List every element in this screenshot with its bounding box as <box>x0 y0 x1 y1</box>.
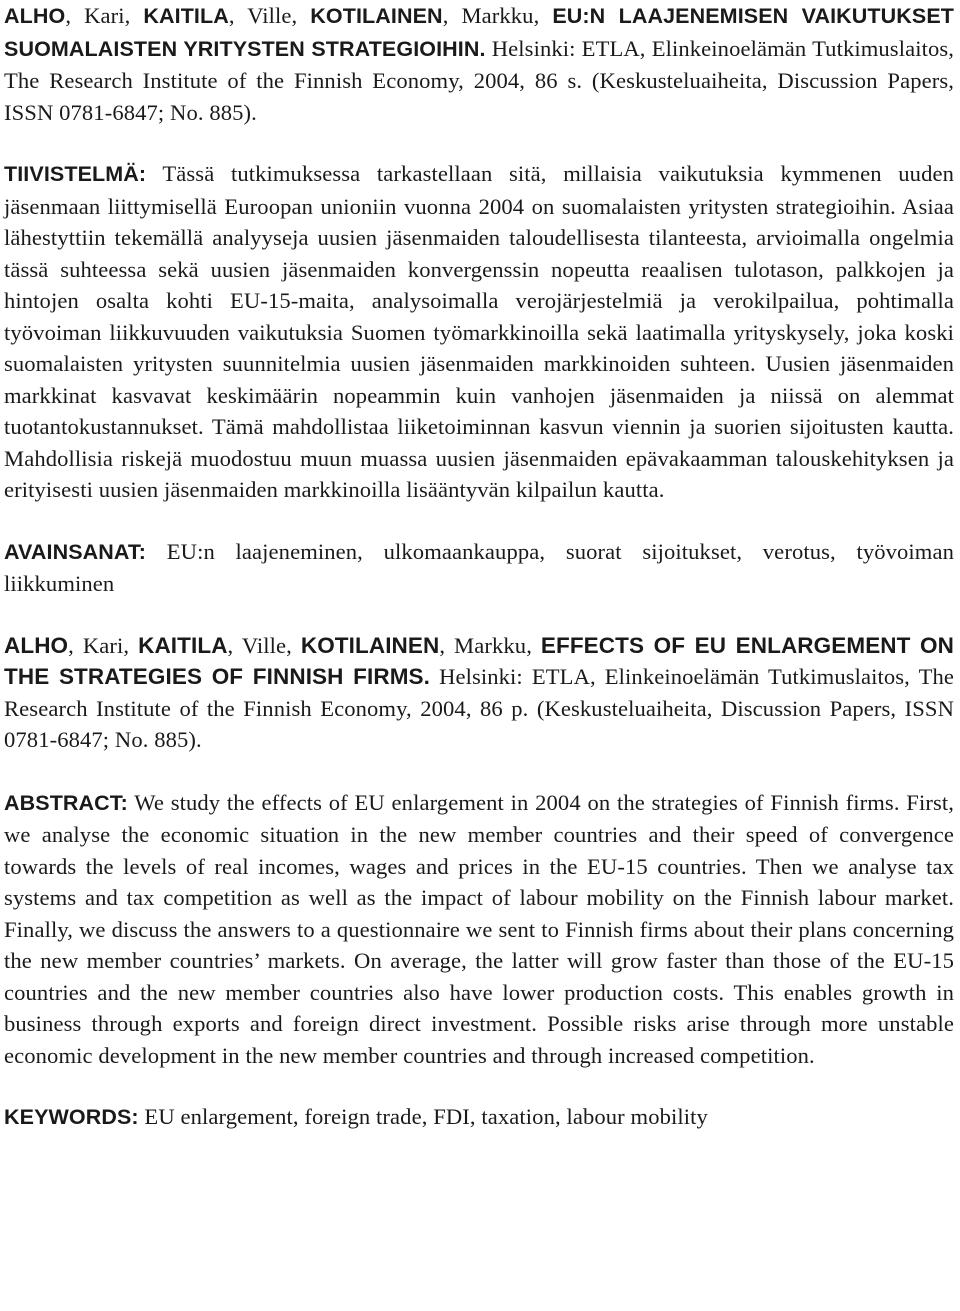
abstract-text: Tässä tutkimuksessa tarkastellaan sitä, millaisia vaikutuksia kymmenen uuden jäsenmaan liittymisellä Euroopan unioniin vuonna 2004 on suomalaisten yritysten strategioihin. Asiaa lähestyttiin tekemällä analyyseja uusien jäsenmaiden taloudellisesta tilanteesta, arvioimalla ongelmia tässä suhteessa sekä uusien jäsenmaiden konvergenssin nopeutta reaalisen tulotason, palkkojen ja hintojen osalta kohti EU-15-maita, analysoimalla verojärjestelmiä ja verokilpailua, pohtimalla työvoiman liikkuvuuden vaikutuksia Suomen työmarkkinoilla sekä laatimalla yrityskysely, joka koski suomalaisten yritysten suunnitelmia uusien jäsenmaiden markkinoiden suhteen. Uusien jäsenmaiden markkinat kasvavat keskimäärin nopeammin kuin vanhojen jäsenmaiden ja niissä on alemmat tuotantokustannukset. Tämä mahdollistaa liiketoiminnan kasvun viennin ja suorien sijoitusten kautta. Mahdollisia riskejä muodostuu muun muassa uusien jäsenmaiden epävakaamman talouskehityksen ja erityisesti uusien jäsenmaiden markkinoilla lisääntyvän kilpailun kautta. <box>4 161 954 502</box>
abstract-label: ABSTRACT: <box>4 790 128 815</box>
author-surname: KAITILA <box>143 4 229 28</box>
author-surname: KAITILA <box>138 632 228 658</box>
author-surname: KOTILAINEN <box>300 632 440 658</box>
publication-title: EU:N LAAJENEMISEN VAIKUTUKSET SUOMALAISTEN YRITYSTEN STRATEGIOIHIN. <box>4 4 954 61</box>
publication-title: EFFECTS OF EU ENLARGEMENT ON THE STRATEGIES OF FINNISH FIRMS. <box>4 632 954 689</box>
abstract-text: We study the effects of EU enlargement in 2004 on the strategies of Finnish firms. First, we analyse the economic situation in the new member countries and their speed of convergence towards the levels of real incomes, wages and prices in the EU-15 countries. Then we analyse tax systems and tax competition as well as the impact of labour mobility on the Finnish labour market. Finally, we discuss the answers to a questionnaire we sent to Finnish firms about their plans concerning the new member countries’ markets. On average, the latter will grow faster than those of the EU-15 countries and the new member countries also have lower production costs. This enables growth in business through exports and foreign direct investment. Possible risks arise through more unstable economic development in the new member countries and through increased competition. <box>4 789 954 1068</box>
abstract-label: TIIVISTELMÄ: <box>4 162 147 186</box>
author-given-name: , Markku, <box>442 3 553 28</box>
author-given-name: , Kari, <box>68 632 139 658</box>
english-keywords <box>4 1101 954 1134</box>
document-page <box>4 0 954 1134</box>
keywords-text: EU enlargement, foreign trade, FDI, taxation, labour mobility <box>138 1104 708 1129</box>
finnish-keywords <box>4 536 954 600</box>
finnish-citation <box>4 0 954 128</box>
author-given-name: , Ville, <box>228 3 311 28</box>
english-abstract <box>4 787 954 1072</box>
keywords-text: EU:n laajeneminen, ulkomaankauppa, suorat sijoitukset, verotus, työvoiman liikkuminen <box>4 538 954 596</box>
publication-details: Helsinki: ETLA, Elinkeinoelämän Tutkimuslaitos, The Research Institute of the Finnish Economy, 2004, 86 p. (Keskusteluaiheita, Discussion Papers, ISSN 0781-6847; No. 885). <box>4 664 954 752</box>
author-given-name: , Kari, <box>65 3 144 28</box>
english-citation <box>4 630 954 756</box>
author-surname: KOTILAINEN <box>310 4 443 28</box>
publication-details: Helsinki: ETLA, Elinkeinoelämän Tutkimuslaitos, The Research Institute of the Finnish Economy, 2004, 86 s. (Keskusteluaiheita, Discussion Papers, ISSN 0781-6847; No. 885). <box>4 35 954 125</box>
keywords-label: AVAINSANAT: <box>4 539 147 564</box>
author-surname: ALHO <box>4 4 66 28</box>
author-given-name: , Markku, <box>439 632 541 658</box>
author-surname: ALHO <box>4 632 69 658</box>
finnish-abstract <box>4 158 954 506</box>
keywords-label: KEYWORDS: <box>4 1105 139 1129</box>
author-given-name: , Ville, <box>227 632 301 658</box>
